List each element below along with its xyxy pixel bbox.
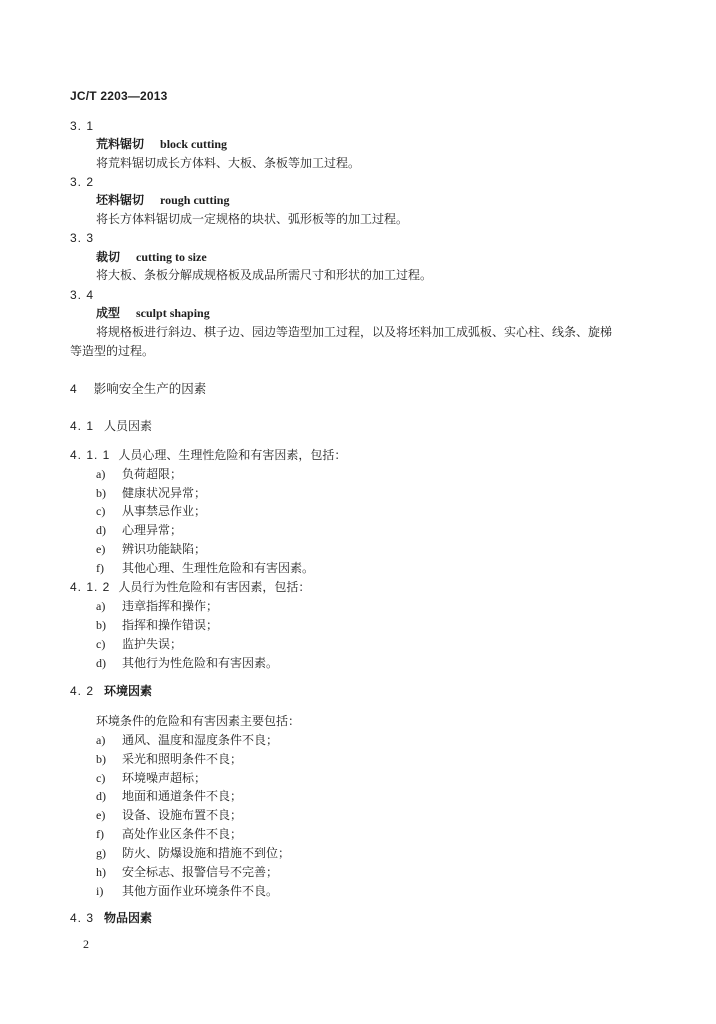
- list-label: a): [96, 467, 106, 481]
- section-heading: [70, 683, 152, 699]
- clause: [70, 579, 310, 595]
- list-label: c): [96, 637, 106, 651]
- list-item: [96, 541, 206, 557]
- term-title: [96, 136, 227, 152]
- term-en: block cutting: [160, 137, 228, 151]
- clause-number: 4. 1. 2: [70, 580, 111, 594]
- list-label: i): [96, 884, 104, 898]
- list-text: 通风、温度和湿度条件不良；: [122, 733, 279, 747]
- list-item: [96, 883, 278, 899]
- list-text: 违章指挥和操作；: [122, 599, 219, 613]
- list-label: d): [96, 656, 106, 670]
- list-label: b): [96, 486, 106, 500]
- list-label: h): [96, 865, 106, 879]
- term-definition-cont: 等造型的过程。: [70, 344, 155, 358]
- section-heading: [70, 381, 206, 397]
- list-label: d): [96, 789, 106, 803]
- list-text: 环境噪声超标；: [122, 771, 207, 785]
- list-text: 监护失误；: [122, 637, 183, 651]
- list-text: 其他方面作业环境条件不良。: [122, 884, 279, 898]
- section-number: 4. 1: [70, 419, 95, 433]
- section-number: 4. 2: [70, 684, 95, 698]
- section-title: 物品因素: [104, 911, 153, 925]
- section-title: 环境因素: [104, 684, 153, 698]
- term-definition: 将长方体料锯切成一定规格的块状、弧形板等的加工过程。: [96, 212, 409, 226]
- list-label: e): [96, 808, 106, 822]
- term-title: [96, 249, 207, 265]
- list-item: [96, 807, 242, 823]
- list-label: f): [96, 561, 104, 575]
- list-item: [96, 845, 290, 861]
- list-text: 负荷超限；: [122, 467, 183, 481]
- list-item: [96, 503, 206, 519]
- term-definition: 将大板、条板分解成规格板及成品所需尺寸和形状的加工过程。: [96, 268, 433, 282]
- clause-text: 人员心理、生理性危险和有害因素，包括：: [118, 448, 347, 462]
- list-text: 高处作业区条件不良；: [122, 827, 243, 841]
- list-item: [96, 751, 242, 767]
- term-en: cutting to size: [136, 250, 207, 264]
- list-label: b): [96, 618, 106, 632]
- term-number: 3. 3: [70, 231, 95, 245]
- list-text: 辨识功能缺陷；: [122, 542, 207, 556]
- list-label: a): [96, 733, 106, 747]
- list-label: c): [96, 504, 106, 518]
- list-label: g): [96, 846, 106, 860]
- section-intro: 环境条件的危险和有害因素主要包括：: [96, 714, 301, 728]
- list-label: c): [96, 771, 106, 785]
- term-title: [96, 305, 210, 321]
- list-item: [96, 560, 314, 576]
- list-text: 安全标志、报警信号不完善；: [122, 865, 279, 879]
- term-zh: 荒料锯切: [96, 137, 145, 151]
- section-heading: [70, 910, 152, 926]
- term-en: sculpt shaping: [136, 306, 210, 320]
- list-text: 地面和通道条件不良；: [122, 789, 243, 803]
- list-text: 健康状况异常；: [122, 486, 207, 500]
- section-number: 4: [70, 382, 78, 396]
- list-item: [96, 826, 242, 842]
- section-title: 人员因素: [104, 419, 153, 433]
- list-text: 其他行为性危险和有害因素。: [122, 656, 279, 670]
- clause: [70, 447, 346, 463]
- list-item: [96, 655, 278, 671]
- term-zh: 坯料锯切: [96, 193, 145, 207]
- list-label: a): [96, 599, 106, 613]
- list-item: [96, 770, 206, 786]
- term-definition: 将规格板进行斜边、棋子边、园边等造型加工过程，以及将坯料加工成弧板、实心柱、线条、旋梯: [96, 325, 613, 339]
- section-heading: [70, 418, 152, 434]
- list-item: [96, 466, 182, 482]
- term-number: 3. 2: [70, 175, 95, 189]
- list-item: [96, 732, 278, 748]
- list-text: 心理异常；: [122, 523, 183, 537]
- list-item: [96, 522, 182, 538]
- list-item: [96, 636, 182, 652]
- clause-number: 4. 1. 1: [70, 448, 111, 462]
- list-text: 设备、设施布置不良；: [122, 808, 243, 822]
- term-number: 3. 4: [70, 288, 95, 302]
- list-item: [96, 485, 206, 501]
- section-title: 影响安全生产的因素: [93, 381, 207, 396]
- list-item: [96, 617, 218, 633]
- list-text: 防火、防爆设施和措施不到位；: [122, 846, 291, 860]
- list-label: b): [96, 752, 106, 766]
- term-en: rough cutting: [160, 193, 230, 207]
- term-zh: 成型: [96, 306, 121, 320]
- clause-text: 人员行为性危险和有害因素，包括：: [118, 580, 311, 594]
- list-text: 其他心理、生理性危险和有害因素。: [122, 561, 315, 575]
- list-text: 从事禁忌作业；: [122, 504, 207, 518]
- term-zh: 裁切: [96, 250, 121, 264]
- page-number: 2: [83, 937, 89, 951]
- list-item: [96, 864, 278, 880]
- term-title: [96, 192, 229, 208]
- list-label: d): [96, 523, 106, 537]
- list-item: [96, 598, 218, 614]
- list-item: [96, 788, 242, 804]
- term-definition: 将荒料锯切成长方体料、大板、条板等加工过程。: [96, 156, 361, 170]
- list-label: f): [96, 827, 104, 841]
- list-label: e): [96, 542, 106, 556]
- list-text: 指挥和操作错误；: [122, 618, 219, 632]
- term-number: 3. 1: [70, 119, 95, 133]
- list-text: 采光和照明条件不良；: [122, 752, 243, 766]
- document-code: JC/T 2203—2013: [70, 89, 168, 103]
- section-number: 4. 3: [70, 911, 95, 925]
